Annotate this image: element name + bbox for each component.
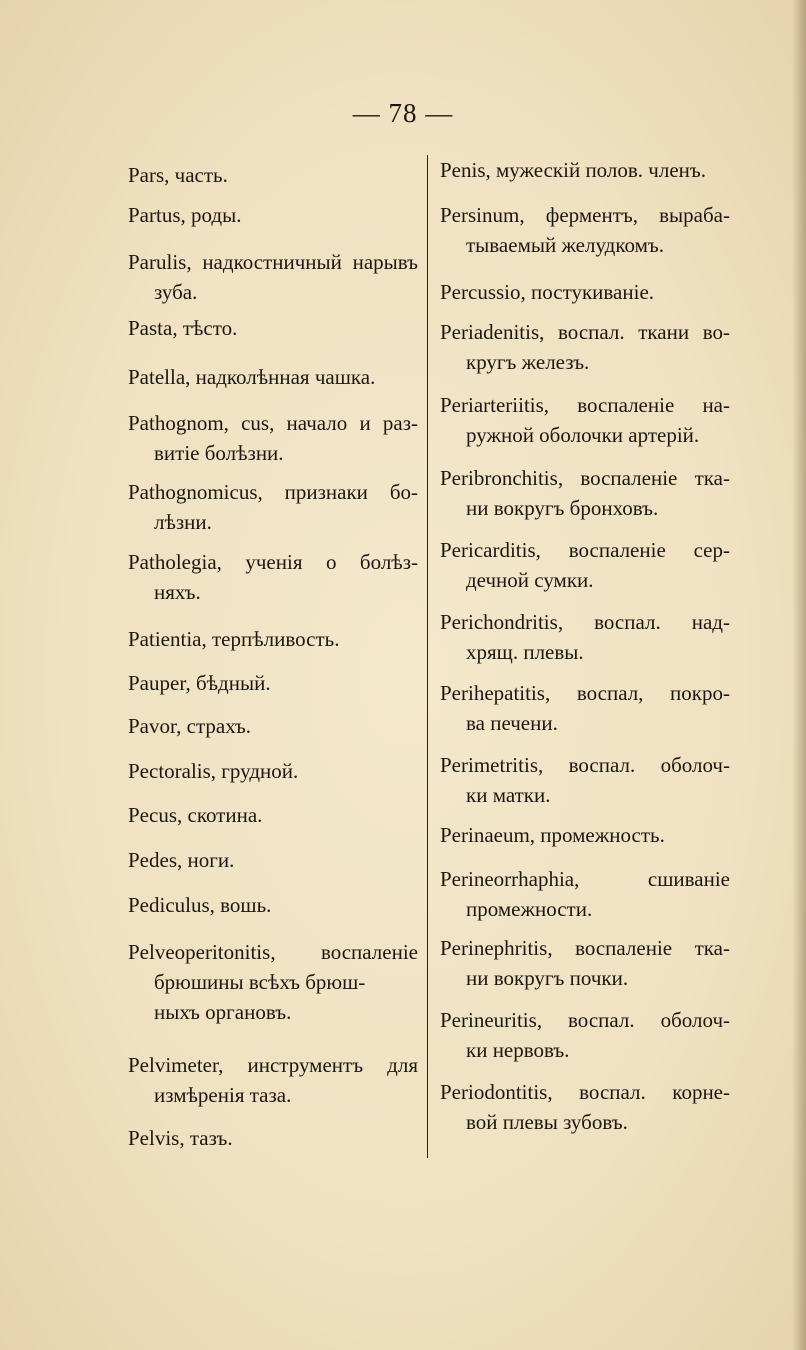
dictionary-entry [440,535,730,595]
entry-continuation: ки матки. [466,783,551,807]
entry-headline: Peribronchitis, воспаленіе тка- [440,466,730,490]
column-divider [427,155,428,1158]
dictionary-entry [128,1050,418,1110]
dictionary-entry [440,317,730,377]
entry-headline: Partus, роды. [128,203,242,227]
dictionary-entry [128,890,418,920]
entry-continuation: хрящ. плевы. [466,640,584,664]
entry-headline: Perichondritis, воспал. над- [440,610,730,634]
entry-headline: Perimetritis, воспал. оболоч- [440,753,730,777]
entry-continuation: ныхъ органовъ. [154,1000,292,1024]
dictionary-entry [128,711,418,741]
entry-headline: Penis, мужескій полов. членъ. [440,158,707,182]
dictionary-entry [440,463,730,523]
entry-continuation: дечной сумки. [466,568,594,592]
dictionary-entry [440,750,730,810]
dictionary-entry [440,933,730,993]
entry-headline: Pericarditis, воспаленіе сер- [440,538,730,562]
dictionary-entry [440,1077,730,1137]
dictionary-entry [128,477,418,537]
page-number: — 78 — [352,98,454,128]
entry-headline: Pelvimeter, инструментъ для [128,1053,418,1077]
entry-continuation: зуба. [154,280,198,304]
entry-continuation: брюшины всѣхъ брюш- [154,970,366,994]
entry-headline: Pediculus, вошь. [128,893,272,917]
entry-continuation: ва печени. [466,711,558,735]
entry-headline: Perinaeum, промежность. [440,823,665,847]
dictionary-entry [440,200,730,260]
dictionary-entry [440,864,730,924]
entry-headline: Pecus, скотина. [128,803,263,827]
entry-headline: Patella, надколѣнная чашка. [128,365,376,389]
entry-headline: Perineuritis, воспал. оболоч- [440,1008,730,1032]
dictionary-entry [128,408,418,468]
dictionary-entry [128,313,418,343]
dictionary-entry [128,937,418,1027]
entry-continuation: витіе болѣзни. [154,441,284,465]
entry-continuation: промежности. [466,897,593,921]
entry-headline: Periodontitis, воспал. корне- [440,1080,730,1104]
entry-headline: Pavor, страхъ. [128,714,252,738]
entry-headline: Persinum, ферментъ, выраба- [440,203,730,227]
entry-headline: Patientia, терпѣливость. [128,627,340,651]
dictionary-entry [128,362,418,392]
entry-headline: Percussio, постукиваніе. [440,280,655,304]
entry-continuation: ни вокругъ почки. [466,966,629,990]
dictionary-entry [128,756,418,786]
dictionary-entry [440,155,730,185]
entry-headline: Pars, часть. [128,163,228,187]
dictionary-entry [128,624,418,654]
entry-continuation: няхъ. [154,580,201,604]
entry-continuation: ни вокругъ бронховъ. [466,496,659,520]
entry-continuation: измѣренія таза. [154,1083,292,1107]
dictionary-entry [440,1005,730,1065]
dictionary-entry [440,820,730,850]
entry-headline: Perihepatitis, воспал, покро- [440,681,730,705]
dictionary-entry [128,547,418,607]
entry-headline: Pelveoperitonitis, воспаленіе [128,940,418,964]
entry-headline: Pedes, ноги. [128,848,235,872]
entry-headline: Perinephritis, воспаленіе тка- [440,936,730,960]
dictionary-entry [128,845,418,875]
entry-headline: Pathognom, cus, начало и раз- [128,411,418,435]
dictionary-entry [440,277,730,307]
entry-headline: Periartеriitis, воспаленіе на- [440,393,730,417]
entry-headline: Pathognomicus, признаки бо- [128,480,418,504]
entry-headline: Pelvis, тазъ. [128,1126,233,1150]
entry-continuation: тываемый желудкомъ. [466,233,664,257]
entry-headline: Pauper, бѣдный. [128,671,271,695]
dictionary-entry [128,668,418,698]
dictionary-entry [128,160,418,190]
entry-headline: Pasta, тѣсто. [128,316,238,340]
dictionary-entry [440,390,730,450]
entry-headline: Pectoralis, грудной. [128,759,299,783]
dictionary-entry [440,607,730,667]
dictionary-entry [128,1123,418,1153]
entry-continuation: ки нервовъ. [466,1038,570,1062]
entry-headline: Perineorrhaphia, сшиваніе [440,867,730,891]
entry-continuation: лѣзни. [154,510,212,534]
entry-headline: Patholegia, ученія о болѣз- [128,550,418,574]
entry-headline: Parulis, надкостничный нарывъ [128,250,418,274]
dictionary-entry [128,247,418,307]
dictionary-entry [128,800,418,830]
entry-continuation: кругъ железъ. [466,350,590,374]
entry-continuation: вой плевы зубовъ. [466,1110,628,1134]
entry-continuation: ружной оболочки артерій. [466,423,700,447]
dictionary-entry [128,200,418,230]
entry-headline: Periadenitis, воспал. ткани во- [440,320,730,344]
page-edge-shadow [792,0,806,1350]
dictionary-entry [440,678,730,738]
